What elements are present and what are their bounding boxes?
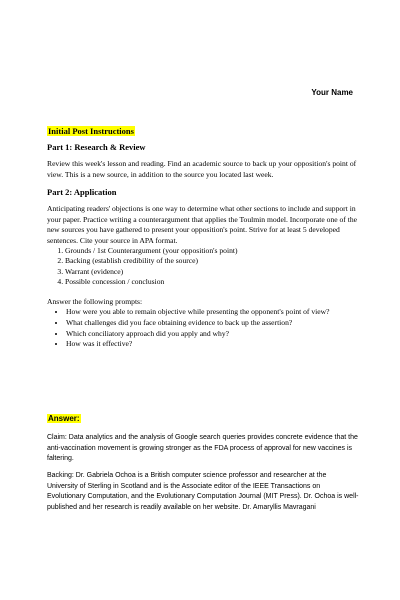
part1-heading: Part 1: Research & Review: [47, 142, 146, 152]
part1-text: Review this week's lesson and reading. Find an academic source to back up your opposition's point of view. This is a new source, in addition to the source you located last week.: [47, 159, 357, 179]
answer-claim: Claim: Data analytics and the analysis of Google search queries provides concrete evidence that the anti-vaccination movement is growing stronger as the FDA process of approval for new vaccines is faltering.: [47, 434, 358, 463]
answer-label: Answer:: [48, 414, 80, 423]
your-name-header: Your Name: [311, 88, 353, 97]
list-item: • Which conciliatory approach did you apply and why?: [66, 329, 376, 340]
initial-post-instructions-title: Initial Post Instructions: [48, 126, 134, 136]
prompts-list: [47, 307, 376, 350]
prompts-intro: Answer the following prompts:: [47, 297, 143, 306]
list-item: • What challenges did you face obtaining evidence to back up the assertion?: [66, 318, 376, 329]
list-item: • How were you able to remain objective while presenting the opponent's point of view?: [66, 307, 376, 318]
part2-heading: Part 2: Application: [47, 187, 117, 197]
list-item: 1. Grounds / 1st Counterargument (your opposition's point): [65, 246, 365, 256]
list-item: 4. Possible concession / conclusion: [65, 277, 365, 287]
answer-backing: Backing: Dr. Gabriela Ochoa is a British computer science professor and researcher at the University of Sterling in Scotland and is the Associate editor of the IEEE Transactions on Evolutionary Computation, and the Evolutionary Computation Journal (MIT Press). Dr. Ochoa is well-published and her research is readily available on her website. Dr. Amaryllis Mavragani: [47, 472, 359, 511]
part2-text: Anticipating readers' objections is one way to determine what other sections to include and support in your paper. Practice writing a counterargument that applies the Toulmin model. Incorporate one of the new sources you have gathered to present your opposition's point. Strive for at least 5 developed sentences. Cite your source in APA format.: [47, 204, 358, 245]
list-item: 2. Backing (establish credibility of the source): [65, 256, 365, 266]
toulmin-steps-list: [47, 246, 365, 288]
list-item: 3. Warrant (evidence): [65, 267, 365, 277]
list-item: • How was it effective?: [66, 339, 376, 350]
